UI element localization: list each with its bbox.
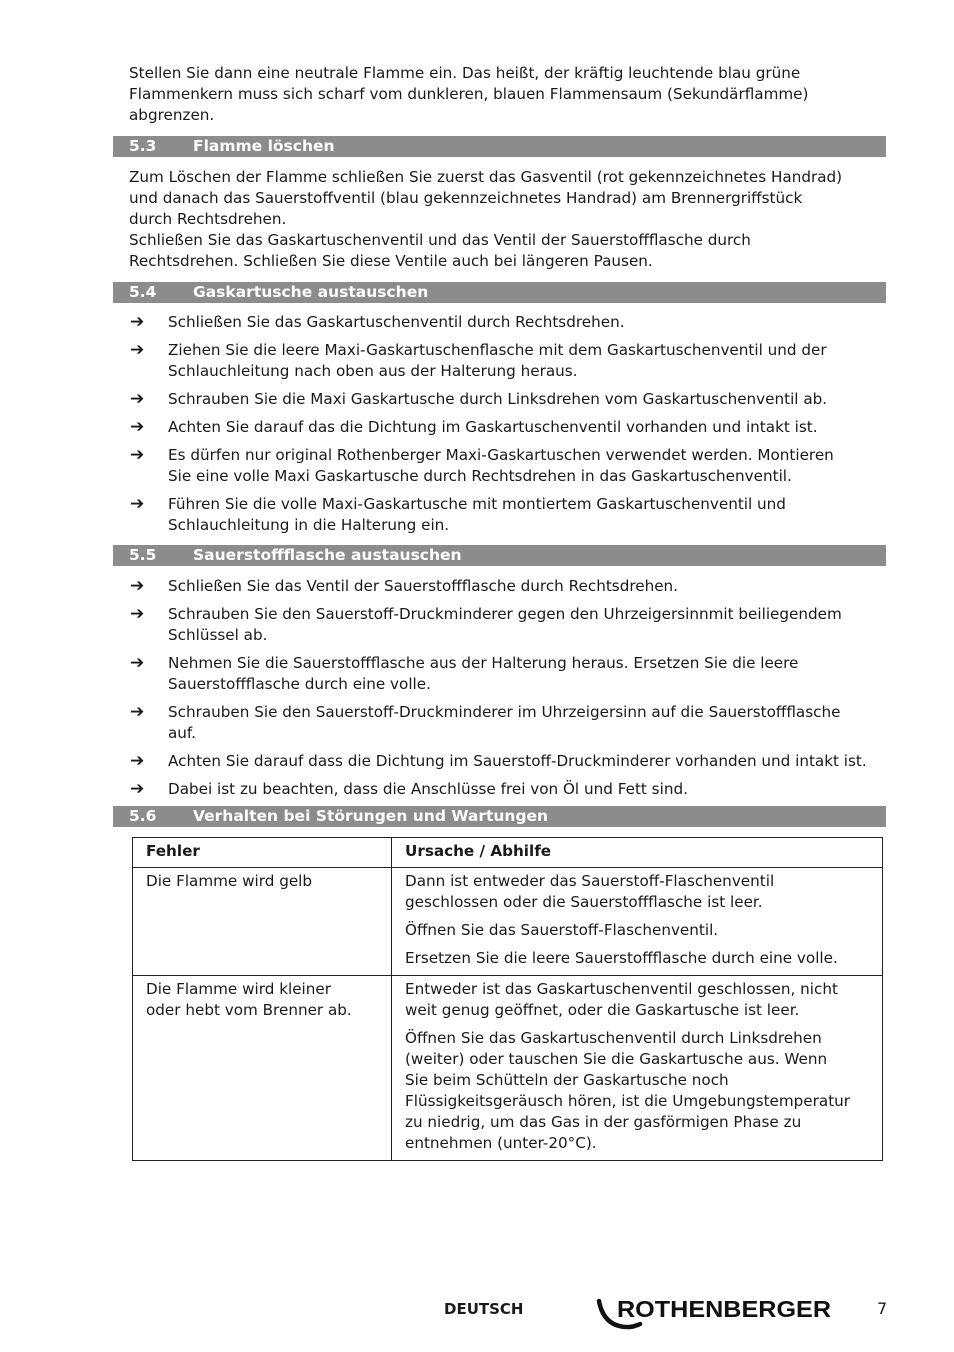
arrow-right-icon: ➔ (130, 653, 145, 673)
arrow-right-icon: ➔ (130, 417, 145, 437)
brand-wordmark: ROTHENBERGER (617, 1296, 832, 1322)
section-number: 5.4 (129, 283, 157, 301)
arrow-right-icon: ➔ (130, 779, 145, 799)
troubleshooting-table (132, 837, 883, 1161)
remedy-text: Öffnen Sie das Gaskartuschenventil durch Linksdrehen (weiter) oder tauschen Sie die Gaskartusche aus. Wenn Sie beim Schütteln der Gaskartusche noch Flüssigkeitsgeräusch hören, ist die Umgebungstemperatur zu niedrig, um das Gas in der gasförmigen Phase zu entnehmen (unter-20°C). (405, 1029, 851, 1152)
section-number: 5.3 (129, 137, 157, 155)
list-item-text: Achten Sie darauf dass die Dichtung im Sauerstoff-Druckminderer vorhanden und intakt ist. (168, 752, 867, 770)
remedy-text: Entweder ist das Gaskartuschenventil geschlossen, nicht weit genug geöffnet, oder die Gaskartusche ist leer. (405, 980, 838, 1019)
section-header-5-3 (113, 136, 886, 157)
list-item-text: Schrauben Sie den Sauerstoff-Druckminderer gegen den Uhrzeigersinnmit beiliegendem Schlüssel ab. (168, 605, 842, 644)
section-header-5-4 (113, 282, 886, 303)
page-number: 7 (877, 1299, 888, 1318)
rothenberger-logo (596, 1294, 836, 1334)
list-item (129, 751, 889, 772)
list-item (129, 779, 889, 800)
list-item (129, 417, 889, 438)
fault-cell (133, 868, 392, 976)
arrow-right-icon: ➔ (130, 702, 145, 722)
arrow-right-icon: ➔ (130, 494, 145, 514)
arrow-right-icon: ➔ (130, 751, 145, 771)
list-item (129, 604, 889, 646)
list-item-text: Schrauben Sie den Sauerstoff-Druckminderer im Uhrzeigersinn auf die Sauerstoffflasche auf. (168, 703, 841, 742)
list-item (129, 576, 889, 597)
list-item-text: Dabei ist zu beachten, dass die Anschlüsse frei von Öl und Fett sind. (168, 780, 688, 798)
table-header-row (133, 838, 883, 868)
list-item (129, 494, 889, 536)
section-header-5-6 (113, 806, 886, 827)
list-item (129, 389, 889, 410)
list-item (129, 340, 889, 382)
intro-paragraph (129, 63, 869, 126)
list-item-text: Achten Sie darauf das die Dichtung im Gaskartuschenventil vorhanden und intakt ist. (168, 418, 818, 436)
section-title: Flamme löschen (193, 137, 335, 155)
intro-text: Stellen Sie dann eine neutrale Flamme ein. Das heißt, der kräftig leuchtende blau grüne Flammenkern muss sich scharf vom dunkleren, blauen Flammensaum (Sekundärflamme) abgrenzen. (129, 64, 809, 124)
list-item (129, 312, 889, 333)
list-item (129, 445, 889, 487)
arrow-right-icon: ➔ (130, 389, 145, 409)
arrow-right-icon: ➔ (130, 340, 145, 360)
remedy-cell (392, 976, 883, 1161)
remedy-cell (392, 868, 883, 976)
list-item-text: Schließen Sie das Gaskartuschenventil durch Rechtsdrehen. (168, 313, 625, 331)
arrow-right-icon: ➔ (130, 576, 145, 596)
arrow-right-icon: ➔ (130, 604, 145, 624)
list-item-text: Ziehen Sie die leere Maxi-Gaskartuschenflasche mit dem Gaskartuschenventil und der Schlauchleitung nach oben aus der Halterung heraus. (168, 341, 827, 380)
remedy-text: Öffnen Sie das Sauerstoff-Flaschenventil. (405, 921, 719, 939)
section-5-5-list (129, 576, 889, 807)
table-row (133, 976, 883, 1161)
section-number: 5.6 (129, 807, 157, 825)
remedy-text: Dann ist entweder das Sauerstoff-Flaschenventil geschlossen oder die Sauerstoffflasche ist leer. (405, 872, 775, 911)
list-item-text: Führen Sie die volle Maxi-Gaskartusche mit montiertem Gaskartuschenventil und Schlauchleitung in die Halterung ein. (168, 495, 786, 534)
section-5-4-list (129, 312, 889, 543)
arrow-right-icon: ➔ (130, 312, 145, 332)
section-header-5-5 (113, 545, 886, 566)
list-item-text: Schrauben Sie die Maxi Gaskartusche durch Linksdrehen vom Gaskartuschenventil ab. (168, 390, 828, 408)
section-5-3-body (129, 167, 869, 272)
list-item-text: Schließen Sie das Ventil der Sauerstoffflasche durch Rechtsdrehen. (168, 577, 679, 595)
section-title: Sauerstoffflasche austauschen (193, 546, 462, 564)
list-item (129, 702, 889, 744)
footer-language: DEUTSCH (444, 1300, 524, 1318)
table-row (133, 868, 883, 976)
fault-cell (133, 976, 392, 1161)
column-header-fault: Fehler (133, 838, 392, 868)
list-item-text: Nehmen Sie die Sauerstoffflasche aus der Halterung heraus. Ersetzen Sie die leere Sauerstoffflasche durch eine volle. (168, 654, 799, 693)
section-title: Verhalten bei Störungen und Wartungen (193, 807, 549, 825)
arrow-right-icon: ➔ (130, 445, 145, 465)
section-title: Gaskartusche austauschen (193, 283, 429, 301)
fault-text: Die Flamme wird kleiner oder hebt vom Brenner ab. (146, 980, 352, 1019)
remedy-text: Ersetzen Sie die leere Sauerstoffflasche durch eine volle. (405, 949, 838, 967)
fault-text: Die Flamme wird gelb (146, 872, 313, 890)
section-5-3-paragraph: Zum Löschen der Flamme schließen Sie zuerst das Gasventil (rot gekennzeichnetes Handrad) und danach das Sauerstoffventil (blau gekennzeichnetes Handrad) am Brennergriffstück durch Rechtsdrehen. Schließen Sie das Gaskartuschenventil und das Ventil der Sauerstoffflasche durch Rechtsdrehen. Schließen Sie diese Ventile auch bei längeren Pausen. (129, 168, 843, 270)
column-header-remedy: Ursache / Abhilfe (392, 838, 883, 868)
section-number: 5.5 (129, 546, 157, 564)
list-item (129, 653, 889, 695)
list-item-text: Es dürfen nur original Rothenberger Maxi-Gaskartuschen verwendet werden. Montieren Sie eine volle Maxi Gaskartusche durch Rechtsdrehen in das Gaskartuschenventil. (168, 446, 834, 485)
